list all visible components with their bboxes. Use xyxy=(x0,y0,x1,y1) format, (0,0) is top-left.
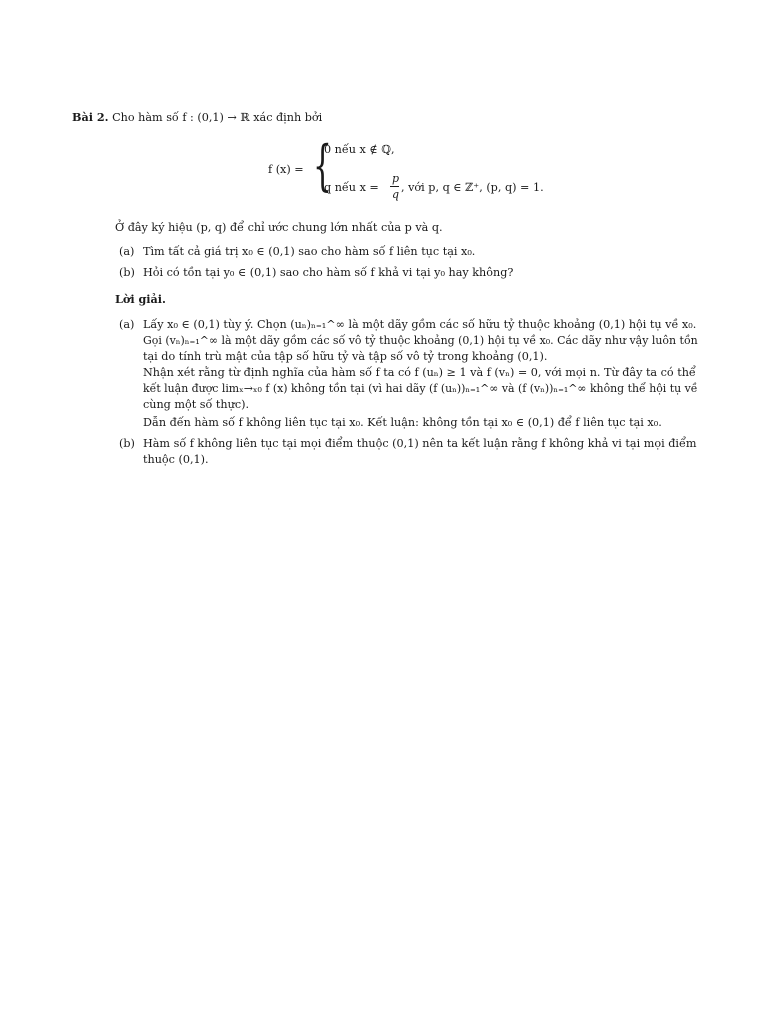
problem-header xyxy=(72,110,322,125)
fraction-numerator: p xyxy=(392,172,400,185)
case-rational-prefix: q nếu x = xyxy=(324,181,379,194)
solution-heading: Lời giải. xyxy=(115,292,166,306)
solution-a-line: cùng một số thực). xyxy=(143,398,250,411)
fraction-bar xyxy=(390,186,399,187)
gcd-note: Ở đây ký hiệu (p, q) để chỉ ước chung lớn nhất của p và q. xyxy=(115,221,443,234)
case-rational-suffix: , với p, q ∈ ℤ⁺, (p, q) = 1. xyxy=(401,181,544,194)
solution-b-line: thuộc (0,1). xyxy=(143,453,209,466)
problem-label: Bài 2. xyxy=(72,110,109,124)
solution-a-line: Nhận xét rằng từ định nghĩa của hàm số f ta có f (uₙ) ≥ 1 và f (vₙ) = 0, với mọi n. Từ đây ta có thể xyxy=(143,366,696,379)
solution-a-line: Dẫn đến hàm số f không liên tục tại x₀. Kết luận: không tồn tại x₀ ∈ (0,1) để f liên tục tại x₀. xyxy=(143,416,662,429)
part-a-label: (a) xyxy=(119,245,135,258)
part-a-question: Tìm tất cả giá trị x₀ ∈ (0,1) sao cho hàm số f liên tục tại x₀. xyxy=(143,245,476,258)
solution-a-line: Lấy x₀ ∈ (0,1) tùy ý. Chọn (uₙ)ₙ₌₁^∞ là một dãy gồm các số hữu tỷ thuộc khoảng (0,1) hội tụ về x₀. xyxy=(143,318,697,331)
solution-a-line: tại do tính trù mật của tập số hữu tỷ và tập số vô tỷ trong khoảng (0,1). xyxy=(143,350,548,363)
solution-b-line: Hàm số f không liên tục tại mọi điểm thuộc (0,1) nên ta kết luận rằng f không khả vi tại mọi điểm xyxy=(143,437,697,450)
function-lhs: f (x) = xyxy=(268,163,304,176)
fraction-denominator: q xyxy=(392,188,400,201)
part-b-question: Hỏi có tồn tại y₀ ∈ (0,1) sao cho hàm số f khả vi tại y₀ hay không? xyxy=(143,266,514,279)
left-brace-symbol: { xyxy=(313,134,332,197)
solution-a-line: kết luận được limₓ→ₓ₀ f (x) không tồn tại (vì hai dãy (f (uₙ))ₙ₌₁^∞ và (f (vₙ))ₙ₌₁^∞ không thể hội tụ về xyxy=(143,382,698,395)
case-irrational: 0 nếu x ∉ ℚ, xyxy=(324,143,395,156)
solution-b-label: (b) xyxy=(119,437,135,450)
solution-a-label: (a) xyxy=(119,318,135,331)
problem-statement: Cho hàm số f : (0,1) → ℝ xác định bởi xyxy=(112,111,323,124)
part-b-label: (b) xyxy=(119,266,135,279)
solution-a-line: Gọi (vₙ)ₙ₌₁^∞ là một dãy gồm các số vô tỷ thuộc khoảng (0,1) hội tụ về x₀. Các dãy như vậy luôn tồn xyxy=(143,334,698,347)
